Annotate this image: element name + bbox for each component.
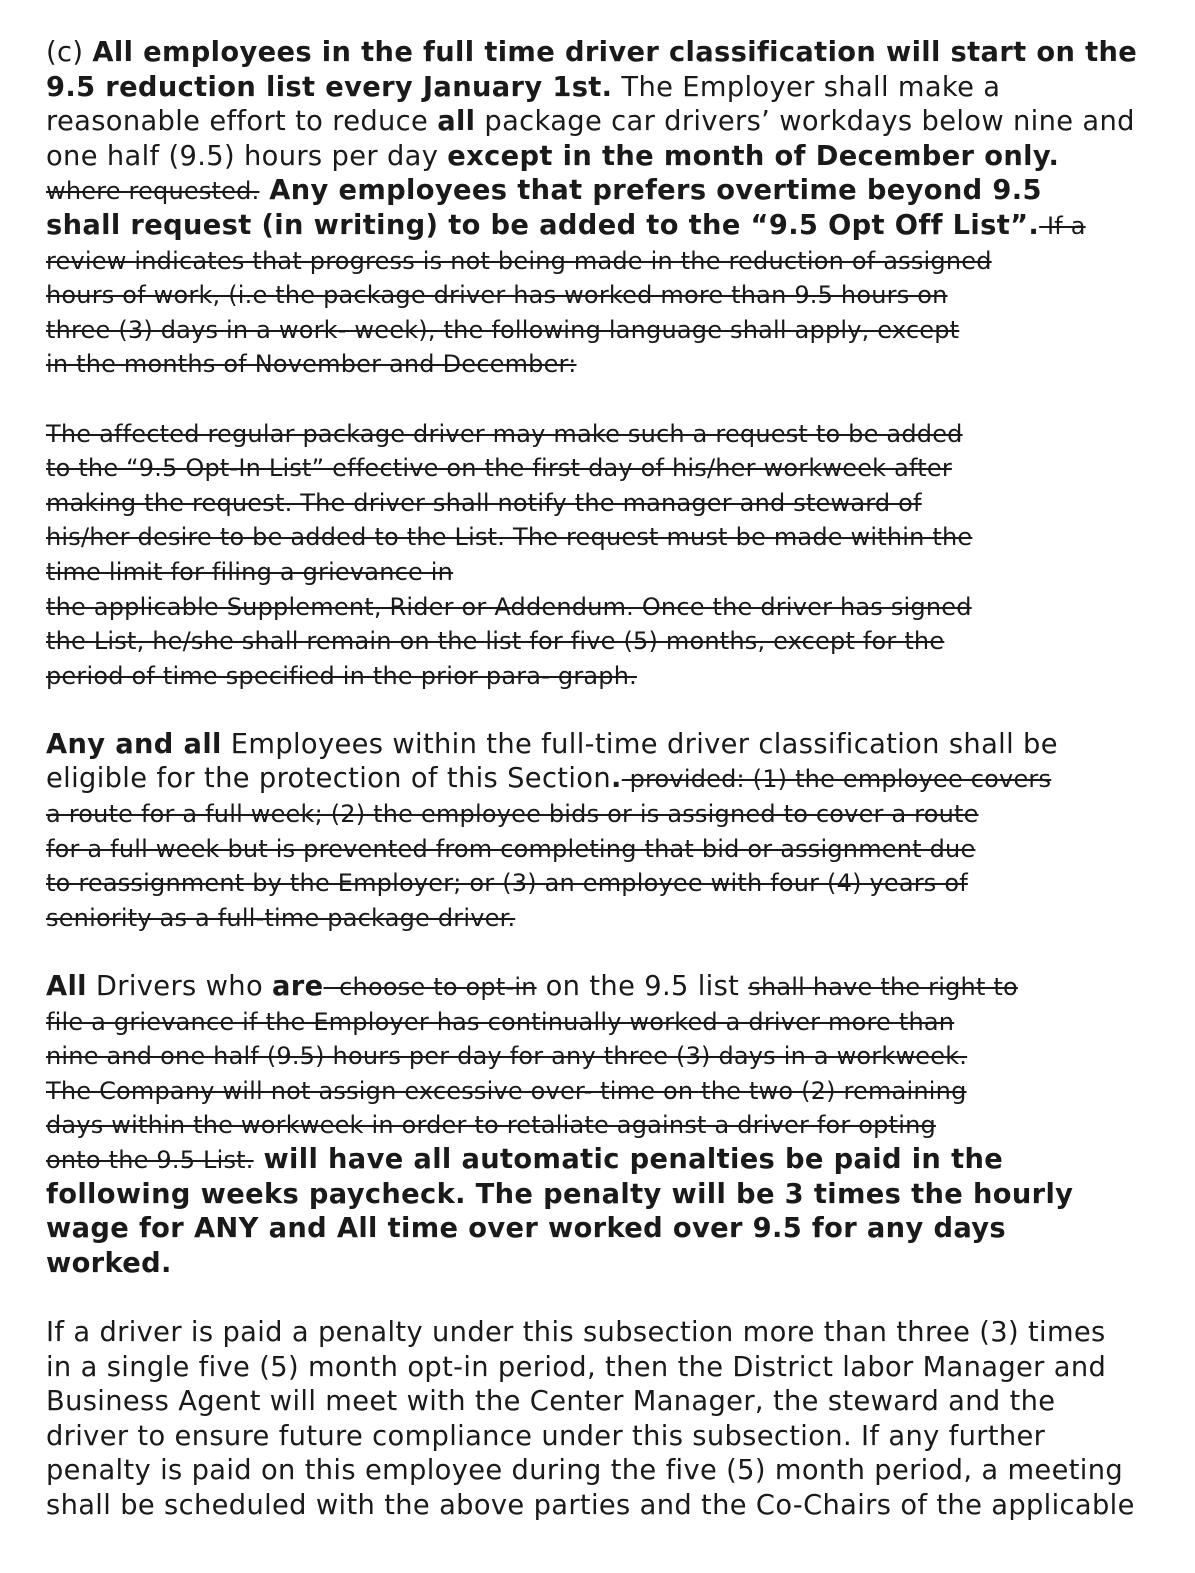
document-page: [46, 36, 1158, 1558]
struck-line: making the request. The driver shall notify the manager and steward of: [46, 488, 922, 517]
struck-text: choose to opt-in: [323, 973, 537, 1002]
bold-text: shall request (in writing) to be added to the “9.5 Opt Off List”.: [46, 209, 1040, 241]
bold-line: worked.: [46, 1247, 172, 1279]
text-run: package car drivers’ workdays below nine and: [475, 106, 1135, 138]
struck-text: onto the 9.5 List.: [46, 1146, 254, 1174]
struck-text: provided: (1) the employee covers: [621, 765, 1052, 794]
text-line: [46, 209, 1158, 244]
bold-text: except in the month of December only.: [447, 140, 1060, 172]
bold-text: All employees in the full time driver classification will start on the: [92, 37, 1138, 68]
text-line: [46, 728, 1158, 763]
bold-text: will have all automatic penalties be paid in the: [253, 1144, 1004, 1175]
text-line: If a driver is paid a penalty under this subsection more than three (3) times: [46, 1316, 1106, 1348]
text-run: one half (9.5) hours per day: [46, 140, 448, 172]
paragraph-opt-in-request: [46, 417, 1158, 694]
bold-text: Any employees that prefers overtime beyond 9.5: [259, 175, 1042, 207]
text-line: [46, 174, 1158, 209]
paragraph-reduction-list: [46, 36, 1158, 382]
struck-line: time limit for filing a grievance in: [46, 557, 454, 586]
struck-line: review indicates that progress is not being made in the reduction of assigned: [46, 246, 992, 275]
text-line: [46, 105, 1158, 140]
struck-line: hours of work, (i.e the package driver has worked more than 9.5 hours on: [46, 281, 948, 310]
bold-text: .: [611, 763, 622, 795]
struck-line: nine and one half (9.5) hours per day for any three (3) days in a workweek.: [46, 1042, 968, 1071]
struck-line: three (3) days in a work- week), the following language shall apply, except: [46, 315, 960, 344]
text-run: on the 9.5 list: [536, 971, 749, 1003]
struck-line: to reassignment by the Employer; or (3) an employee with four (4) years of: [46, 869, 968, 898]
bold-line: following weeks paycheck. The penalty will be 3 times the hourly: [46, 1178, 1074, 1210]
bold-text: all: [437, 106, 476, 138]
text-run: reasonable effort to reduce: [46, 106, 438, 138]
bold-text: 9.5 reduction list every January 1st.: [46, 71, 613, 103]
text-line: shall be scheduled with the above parties and the Co-Chairs of the applicable: [46, 1489, 1135, 1521]
struck-line: days within the workweek in order to retaliate against a driver for opting: [46, 1111, 936, 1140]
text-line: penalty is paid on this employee during the five (5) month period, a meeting: [46, 1455, 1124, 1487]
struck-line: seniority as a full-time package driver.: [46, 903, 516, 932]
bold-line: wage for ANY and All time over worked over 9.5 for any days: [46, 1213, 1007, 1245]
struck-text: where requested.: [46, 177, 260, 206]
text-line: [46, 140, 1158, 175]
text-line: [46, 71, 1158, 106]
struck-line: his/her desire to be added to the List. The request must be made within the: [46, 523, 973, 552]
text-run: Drivers who: [86, 971, 273, 1003]
text-line: [46, 762, 1158, 797]
struck-line: the applicable Supplement, Rider or Addendum. Once the driver has signed: [46, 592, 972, 621]
text-line: in a single five (5) month opt-in period, then the District labor Manager and: [46, 1351, 1107, 1383]
paragraph-eligibility: [46, 728, 1158, 936]
paragraph-repeat-penalty: [46, 1316, 1158, 1524]
struck-line: a route for a full week; (2) the employee bids or is assigned to cover a route: [46, 800, 979, 829]
text-run: (c): [46, 37, 93, 68]
text-line: driver to ensure future compliance under this subsection. If any further: [46, 1420, 1046, 1452]
bold-text: All: [46, 971, 87, 1003]
bold-text: are: [272, 971, 324, 1003]
bold-text: Any and all: [46, 728, 222, 760]
struck-line: The Company will not assign excessive over- time on the two (2) remaining: [46, 1076, 967, 1105]
paragraph-penalties: [46, 970, 1158, 1281]
struck-line: file a grievance if the Employer has continually worked a driver more than: [46, 1007, 955, 1036]
struck-line: the List, he/she shall remain on the list for five (5) months, except for the: [46, 627, 945, 656]
struck-line: The affected regular package driver may make such a request to be added: [46, 419, 963, 448]
text-line: [46, 36, 1158, 71]
text-line: [46, 970, 1158, 1005]
struck-line: period of time specified in the prior para- graph.: [46, 661, 637, 690]
struck-line: for a full week but is prevented from completing that bid or assignment due: [46, 834, 976, 863]
struck-line: to the “9.5 Opt-In List” effective on the first day of his/her workweek after: [46, 454, 952, 483]
text-line: [46, 1143, 1158, 1178]
struck-line: in the months of November and December:: [46, 350, 577, 379]
text-run: Employees within the full-time driver classification shall be: [221, 728, 1058, 760]
text-run: The Employer shall make a: [612, 71, 1001, 103]
struck-text: shall have the right to: [748, 973, 1018, 1002]
text-line: Business Agent will meet with the Center Manager, the steward and the: [46, 1386, 1056, 1418]
text-run: eligible for the protection of this Section: [46, 763, 611, 795]
struck-text: If a: [1039, 211, 1086, 240]
